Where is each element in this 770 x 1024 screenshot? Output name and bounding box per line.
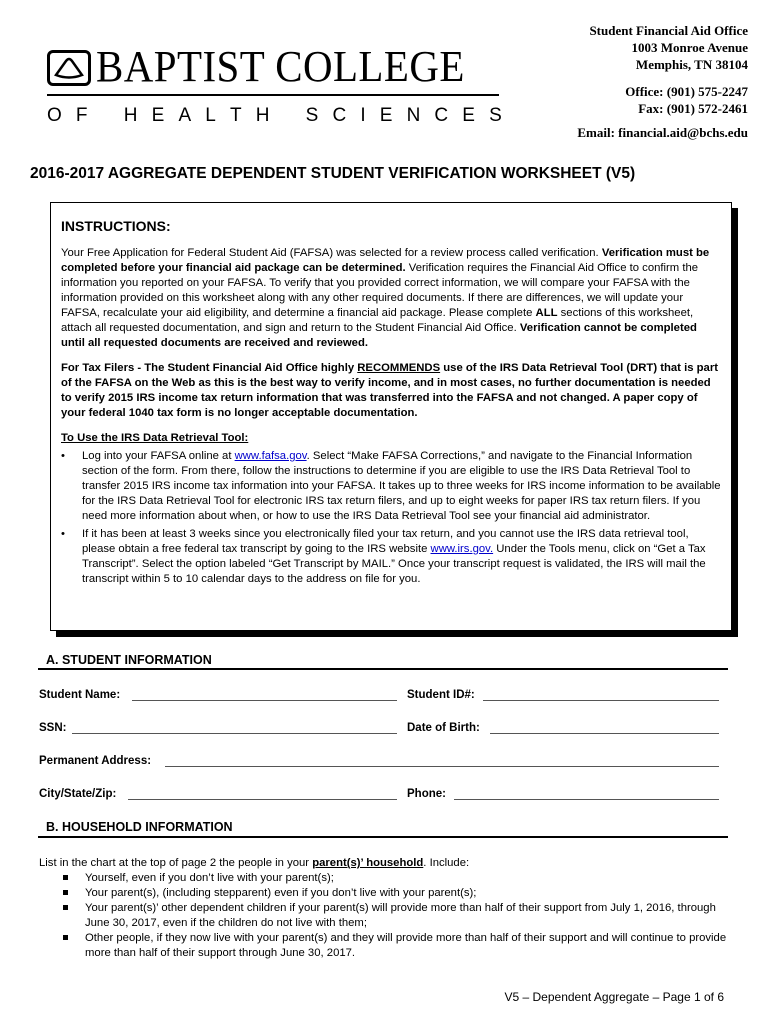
dob-label: Date of Birth: <box>407 722 480 734</box>
list-item: Other people, if they now live with your parent(s) and they will provide more than half of their support and will continue to provide more than half of their support through June 30, 2017. <box>39 931 729 961</box>
instructions-content <box>61 219 723 590</box>
section-b-heading: B. HOUSEHOLD INFORMATION <box>46 820 233 834</box>
list-item: Your parent(s), (including stepparent) even if you don’t live with your parent(s); <box>39 886 729 901</box>
office-address-street: 1003 Monroe Avenue <box>631 40 748 55</box>
permanent-address-label: Permanent Address: <box>39 755 152 767</box>
fafsa-link[interactable]: www.fafsa.gov <box>234 450 307 462</box>
student-name-label: Student Name: <box>39 689 121 701</box>
section-a-divider <box>38 668 728 670</box>
section-a-heading: A. STUDENT INFORMATION <box>46 653 212 667</box>
college-logo-emblem <box>47 50 91 86</box>
office-name: Student Financial Aid Office <box>589 23 748 38</box>
list-item: • Log into your FAFSA online at www.fafsa.gov. Select “Make FAFSA Corrections,” and navigate to the Financial Information section of the form. From there, follow the instructions to determine if you are eligible to use the IRS Data Retrieval Tool to transfer 2015 IRS income tax information into your FAFSA. It takes up to three weeks for IRS income information to be available for the IRS Data Retrieval Tool for electronic IRS tax return filers, and up to eight weeks for paper IRS tax return filers. If you need more information about when, or how to use the IRS Data Retrieval Tool see your financial aid administrator. <box>61 450 721 522</box>
office-address-city: Memphis, TN 38104 <box>635 57 748 72</box>
dob-field[interactable] <box>490 722 719 734</box>
college-logo-subtitle: O F H E A L T H S C I E N C E S <box>47 105 502 126</box>
phone-label: Phone: <box>407 788 446 800</box>
student-id-label: Student ID#: <box>407 689 475 701</box>
city-state-zip-field[interactable] <box>128 788 397 800</box>
logo-divider <box>47 94 499 96</box>
worksheet-title: 2016-2017 AGGREGATE DEPENDENT STUDENT VERIFICATION WORKSHEET (V5) <box>30 165 636 182</box>
list-item: Yourself, even if you don’t live with your parent(s); <box>39 871 729 886</box>
ssn-label: SSN: <box>39 722 67 734</box>
office-phone: Office: (901) 575-2247 <box>625 84 748 99</box>
tax-filers-paragraph: For Tax Filers - The Student Financial Aid Office highly RECOMMENDS use of the IRS Data Retrieval Tool (DRT) that is part of the FAFSA on the Web as this is the best way to verify income, and in most cases, no further documentation is needed to verify 2015 IRS income tax return information that was transferred into the FAFSA and not changed. A paper copy of your federal 1040 tax form is no longer acceptable documentation. <box>61 362 718 419</box>
page-footer: V5 – Dependent Aggregate – Page 1 of 6 <box>504 990 724 1004</box>
student-id-field[interactable] <box>483 689 719 701</box>
household-intro: List in the chart at the top of page 2 the people in your parent(s)’ household. Include: <box>39 857 470 869</box>
list-item: Your parent(s)’ other dependent children if your parent(s) will provide more than half of their support from July 1, 2016, through June 30, 2017, even if the children do not live with them; <box>39 901 729 931</box>
permanent-address-field[interactable] <box>165 755 719 767</box>
phone-field[interactable] <box>454 788 719 800</box>
household-instructions <box>39 856 729 961</box>
student-name-field[interactable] <box>132 689 397 701</box>
drt-steps-list <box>61 449 723 587</box>
office-email: Email: financial.aid@bchs.edu <box>577 125 748 140</box>
office-fax: Fax: (901) 572-2461 <box>638 101 748 116</box>
ssn-field[interactable] <box>72 722 397 734</box>
irs-link[interactable]: www.irs.gov. <box>430 543 494 555</box>
college-logo-name: BAPTIST COLLEGE <box>96 42 465 91</box>
office-contact-block <box>577 22 748 141</box>
household-include-list <box>39 871 729 961</box>
section-b-divider <box>38 836 728 838</box>
drt-heading: To Use the IRS Data Retrieval Tool: <box>61 432 249 444</box>
instructions-paragraph: Your Free Application for Federal Student Aid (FAFSA) was selected for a review process called verification. Verification must be completed before your financial aid package can be determined. Verification requires the Financial Aid Office to confirm the information you reported on your FAFSA. To verify that you provided correct information, we will compare your FAFSA with the information provided on this worksheet along with any other required documents. If there are differences, we will update your FAFSA, recalculate your aid eligibility, and determine a financial aid package. Please complete ALL sections of this worksheet, attach all requested documentation, and sign and return to the Student Financial Aid Office. Verification cannot be completed until all requested documents are received and reviewed. <box>61 247 710 349</box>
list-item: • If it has been at least 3 weeks since you electronically filed your tax return, and you cannot use the IRS data retrieval tool, please obtain a free federal tax transcript by going to the IRS website www.irs.gov. Under the Tools menu, click on “Get a Tax Transcript”. Select the option labeled “Get Transcript by MAIL.” Once your transcript request is validated, the IRS will mail the transcript within 5 to 10 calendar days to the address on file for you. <box>61 528 706 585</box>
instructions-heading: INSTRUCTIONS: <box>61 218 171 234</box>
city-state-zip-label: City/State/Zip: <box>39 788 117 800</box>
